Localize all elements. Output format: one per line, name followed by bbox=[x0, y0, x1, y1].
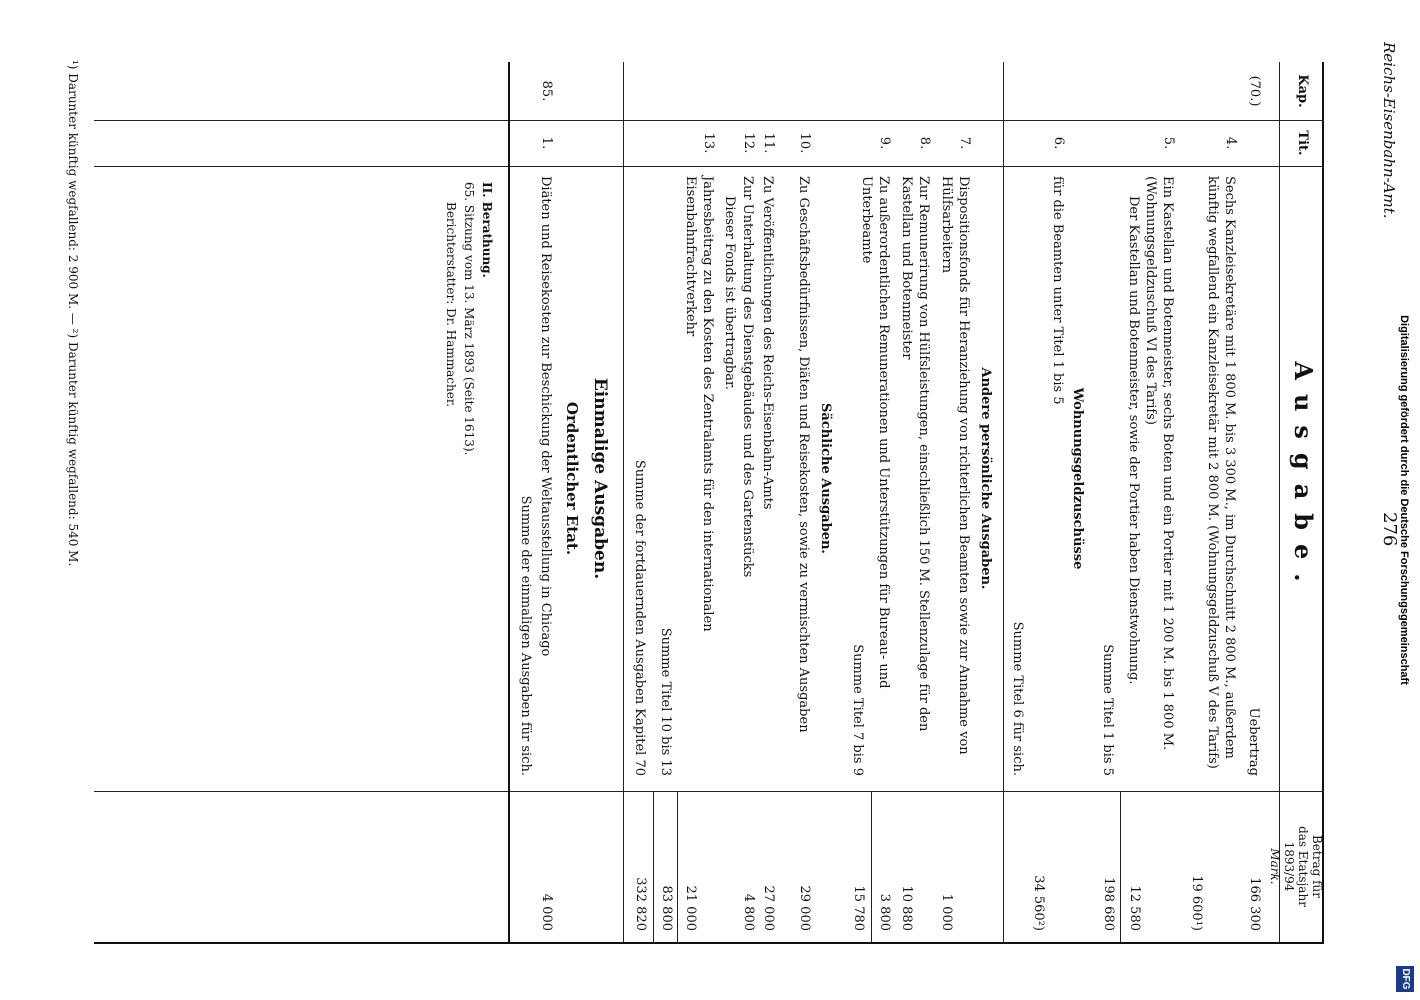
sum-titel-10-13-label: Summe Titel 10 bis 13 bbox=[658, 627, 673, 776]
titel-6-text: für die Beamten unter Titel 1 bis 5 bbox=[1050, 176, 1065, 405]
titel-9-amount: 3 800 bbox=[877, 893, 892, 931]
running-title: Reichs-Eisenbahn-Amt. bbox=[1380, 42, 1398, 219]
titel-13-number: 13. bbox=[701, 132, 716, 154]
titel-6-number: 6. bbox=[1051, 136, 1066, 150]
titel-12-amount: 4 800 bbox=[741, 893, 756, 931]
page-number: 276 bbox=[1379, 512, 1400, 547]
titel-5-amount: 12 580 bbox=[1127, 885, 1142, 931]
titel-1-amount: 4 000 bbox=[539, 893, 554, 931]
titel-12-text: Zur Unterhaltung des Dienstgebäudes und des Gartenstücks bbox=[740, 176, 755, 578]
titel-8-number: 8. bbox=[917, 136, 932, 150]
kapitel-85-label: 85. bbox=[539, 80, 554, 102]
amount-header-line2: das Etatsjahr bbox=[1296, 826, 1310, 907]
titel-7-amount: 1 000 bbox=[939, 893, 954, 931]
sitzung-line: 65. Sitzung vom 13. März 1893 (Seite 1613). bbox=[462, 182, 476, 456]
budget-table bbox=[94, 62, 1324, 942]
wohnungsgeld-heading: Wohnungsgeldzuschüsse bbox=[1070, 387, 1085, 570]
dfg-credit-text: Digitalisierung gefördert durch die Deutsche Forschungsgemeinschaft bbox=[1398, 315, 1410, 685]
amount-header-line3: 1893/94 bbox=[1282, 841, 1296, 892]
sum-titel-7-9-label: Summe Titel 7 bis 9 bbox=[850, 644, 865, 776]
one-time-heading: Einmalige Ausgaben. bbox=[590, 377, 610, 580]
dfg-logo-icon: DFG bbox=[1396, 966, 1414, 992]
other-personal-heading: Andere persönliche Ausgaben. bbox=[978, 367, 993, 590]
sum-one-time-label: Summe der einmaligen Ausgaben für sich. bbox=[518, 495, 533, 776]
titel-6-sum-label: Summe Titel 6 für sich. bbox=[1010, 621, 1025, 776]
titel-11-amount: 27 000 bbox=[761, 885, 776, 931]
titel-10-number: 10. bbox=[797, 132, 812, 154]
titel-12-note: Dieser Fonds ist übertragbar. bbox=[722, 196, 737, 390]
titel-8-text: Zur Remunerirung von Hülfsleistungen, einschließlich 150 M. Stellenzulage für den Kastellan und Botenmeister bbox=[899, 176, 931, 732]
titel-9-text: Zu außerordentlichen Remunerationen und Unterstützungen für Bureau- und Unterbeamte bbox=[859, 176, 891, 689]
sum-titel-1-5-amount: 198 680 bbox=[1101, 877, 1116, 931]
sum-titel-7-9-amount: 15 780 bbox=[851, 885, 866, 931]
column-header-tit: Tit. bbox=[1295, 130, 1310, 156]
kapitel-70-label: (70.) bbox=[1247, 75, 1262, 107]
sum-kapitel-70-label: Summe der fortdauernden Ausgaben Kapitel 70 bbox=[632, 459, 647, 776]
titel-12-number: 12. bbox=[741, 132, 756, 154]
titel-9-number: 9. bbox=[877, 136, 892, 150]
sum-titel-10-13-amount: 83 800 bbox=[659, 885, 674, 931]
column-header-kap: Kap. bbox=[1295, 74, 1310, 108]
titel-6-amount: 34 560²) bbox=[1031, 875, 1046, 931]
footnote: ¹) Darunter künftig wegfallend: 2 900 M. — ²) Darunter künftig wegfallend: 540 M. bbox=[66, 60, 80, 567]
titel-11-number: 11. bbox=[761, 132, 776, 154]
titel-4-number: 4. bbox=[1223, 136, 1238, 150]
material-heading: Sächliche Ausgaben. bbox=[818, 403, 833, 554]
column-header-amount bbox=[1268, 791, 1324, 942]
titel-10-amount: 29 000 bbox=[797, 885, 812, 931]
titel-13-text: Jahresbeitrag zu den Kosten des Zentralamts für den internationalen Eisenbahnfrachtverkehr bbox=[683, 176, 715, 632]
titel-4-amount: 19 600¹) bbox=[1189, 875, 1204, 931]
titel-5-text: Ein Kastellan und Botenmeister, sechs Boten und ein Portier mit 1 200 M. bis 1 800 M. (Wohnungsgeldzuschuß VI des Tarifs) bbox=[1143, 176, 1175, 751]
column-header-ausgabe: Ausgabe. bbox=[1289, 361, 1318, 596]
sum-titel-1-5-label: Summe Titel 1 bis 5 bbox=[1100, 644, 1115, 776]
credit-strip bbox=[1380, 0, 1420, 1000]
ordinary-budget-heading: Ordentlicher Etat. bbox=[563, 401, 581, 556]
amount-header-line1: Betrag für bbox=[1310, 834, 1324, 899]
titel-10-text: Zu Geschäftsbedürfnissen, Diäten und Reisekosten, sowie zu vermischten Ausgaben bbox=[796, 176, 811, 733]
titel-8-amount: 10 880 bbox=[899, 885, 914, 931]
titel-7-text: Dispositionsfonds für Heranziehung von richterlichen Beamten sowie zur Annahme von Hülfsarbeitern bbox=[939, 176, 971, 755]
amount-header-unit: Mark. bbox=[1268, 848, 1282, 885]
titel-4-text: Sechs Kanzleisekretäre mit 1 800 M. bis 3 300 M., im Durchschnitt 2 800 M., außerdem künftig wegfallend ein Kanzleisekretär mit 2 800 M. (Wohnungsgeldzuschuß V des Tarifs) bbox=[1205, 176, 1237, 769]
titel-5-note: Der Kastellan und Botenmeister, sowie der Portier haben Dienstwohnung. bbox=[1126, 196, 1141, 685]
titel-11-text: Zu Veröffentlichungen des Reichs-Eisenbahn-Amts bbox=[760, 176, 775, 510]
uebertrag-amount: 166 300 bbox=[1247, 877, 1262, 931]
titel-5-number: 5. bbox=[1161, 136, 1176, 150]
titel-7-number: 7. bbox=[957, 136, 972, 150]
titel-1-number: 1. bbox=[539, 136, 554, 150]
beratung-line: II. Berathung. bbox=[480, 182, 494, 278]
uebertrag-label: Uebertrag bbox=[1246, 707, 1261, 776]
titel-1-text: Diäten und Reisekosten zur Beschickung der Weltausstellung in Chicago bbox=[538, 176, 553, 657]
sum-kapitel-70-amount: 332 820 bbox=[633, 877, 648, 931]
titel-13-amount: 21 000 bbox=[683, 885, 698, 931]
berichterstatter-line: Berichterstatter: Dr. Hammacher. bbox=[444, 202, 458, 408]
